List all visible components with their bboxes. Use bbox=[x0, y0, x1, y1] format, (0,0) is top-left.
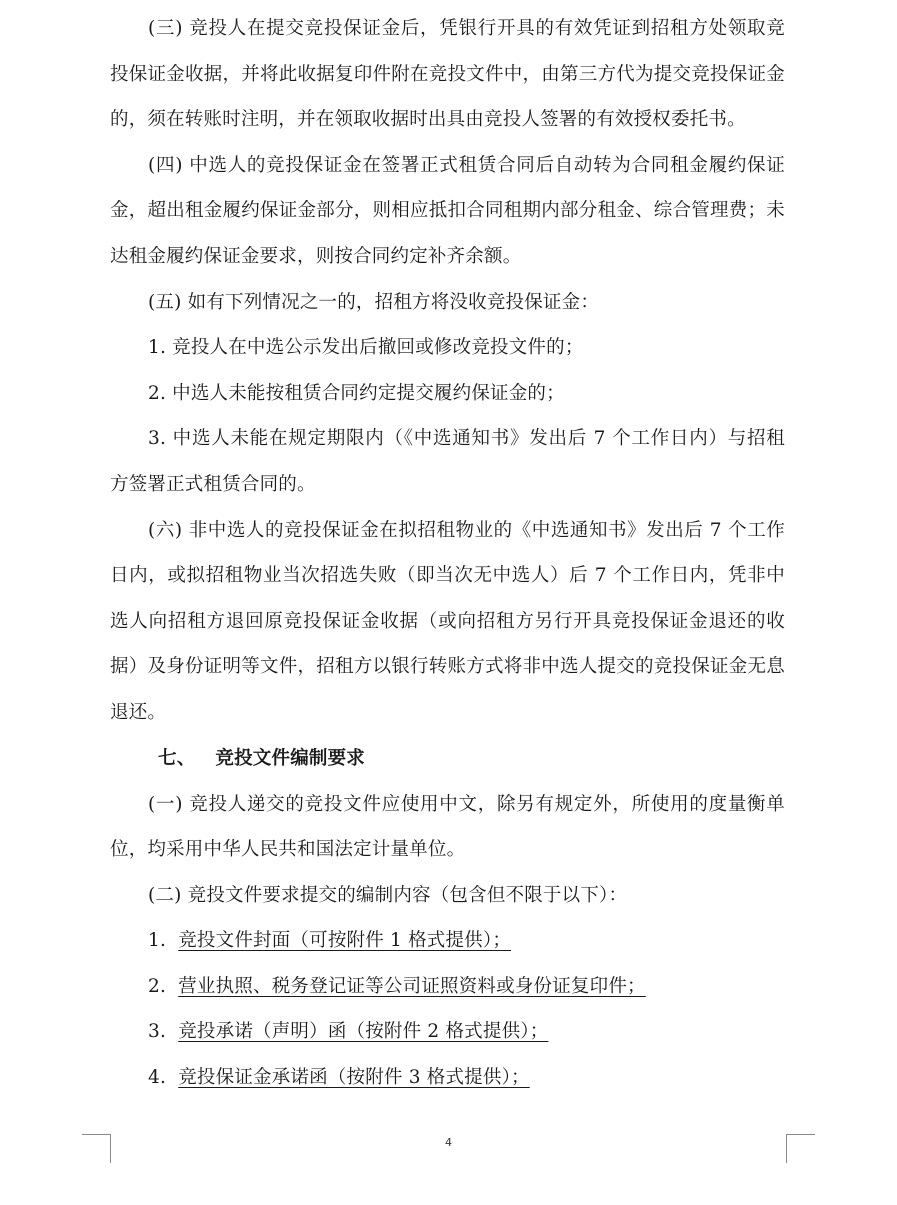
list-item bbox=[110, 1009, 785, 1055]
section-title: 竞投文件编制要求 bbox=[215, 747, 366, 769]
list-item-number: 2. bbox=[148, 975, 167, 997]
section-number: 七、 bbox=[158, 747, 196, 769]
list-item-text: 营业执照、税务登记证等公司证照资料或身份证复印件； bbox=[178, 975, 646, 997]
list-item bbox=[110, 918, 785, 964]
list-item-text: 竞投承诺（声明）函（按附件 2 格式提供）； bbox=[178, 1021, 549, 1043]
section-item-contents: (二) 竞投文件要求提交的编制内容（包含但不限于以下）： bbox=[148, 884, 628, 906]
list-item bbox=[110, 1055, 785, 1101]
section-heading bbox=[110, 736, 785, 782]
forfeit-condition-2: 2. 中选人未能按租赁合同约定提交履约保证金的； bbox=[148, 382, 565, 404]
paragraph-deposit-conversion: (四) 中选人的竞投保证金在签署正式租赁合同后自动转为合同租金履约保证金，超出租金履约保证金部分，则相应抵扣合同租期内部分租金、综合管理费；未达租金履约保证金要求，则按合同约定补齐余额。 bbox=[110, 154, 785, 267]
page-content bbox=[110, 6, 785, 1101]
paragraph-forfeit-conditions: (五) 如有下列情况之一的，招租方将没收竞投保证金： bbox=[148, 291, 600, 313]
section-item-language: (一) 竞投人递交的竞投文件应使用中文，除另有规定外，所使用的度量衡单位，均采用中华人民共和国法定计量单位。 bbox=[110, 793, 785, 861]
paragraph-deposit-refund: (六) 非中选人的竞投保证金在拟招租物业的《中选通知书》发出后 7 个工作日内，或拟招租物业当次招选失败（即当次无中选人）后 7 个工作日内，凭非中选人向招租方退回原竞投保证金收据（或向招租方另行开具竞投保证金退还的收据）及身份证明等文件，招租方以银行转账方式将非中选人提交的竞投保证金无息退还。 bbox=[110, 519, 785, 723]
forfeit-condition-3: 3. 中选人未能在规定期限内（《中选通知书》发出后 7 个工作日内）与招租方签署正式租赁合同的。 bbox=[110, 428, 785, 495]
list-item bbox=[110, 964, 785, 1010]
paragraph-deposit-receipt: (三) 竞投人在提交竞投保证金后，凭银行开具的有效凭证到招租方处领取竞投保证金收据，并将此收据复印件附在竞投文件中，由第三方代为提交竞投保证金的，须在转账时注明，并在领取收据时出具由竞投人签署的有效授权委托书。 bbox=[110, 18, 785, 131]
list-item-number: 1. bbox=[148, 930, 167, 952]
forfeit-condition-1: 1. 竞投人在中选公示发出后撤回或修改竞投文件的； bbox=[148, 337, 584, 359]
list-item-text: 竞投保证金承诺函（按附件 3 格式提供）； bbox=[178, 1067, 530, 1089]
crop-mark-right bbox=[786, 1134, 815, 1163]
list-item-text: 竞投文件封面（可按附件 1 格式提供）； bbox=[178, 930, 512, 952]
list-item-number: 3. bbox=[148, 1021, 167, 1043]
page-number: 4 bbox=[445, 1136, 452, 1149]
list-item-number: 4. bbox=[148, 1067, 167, 1089]
